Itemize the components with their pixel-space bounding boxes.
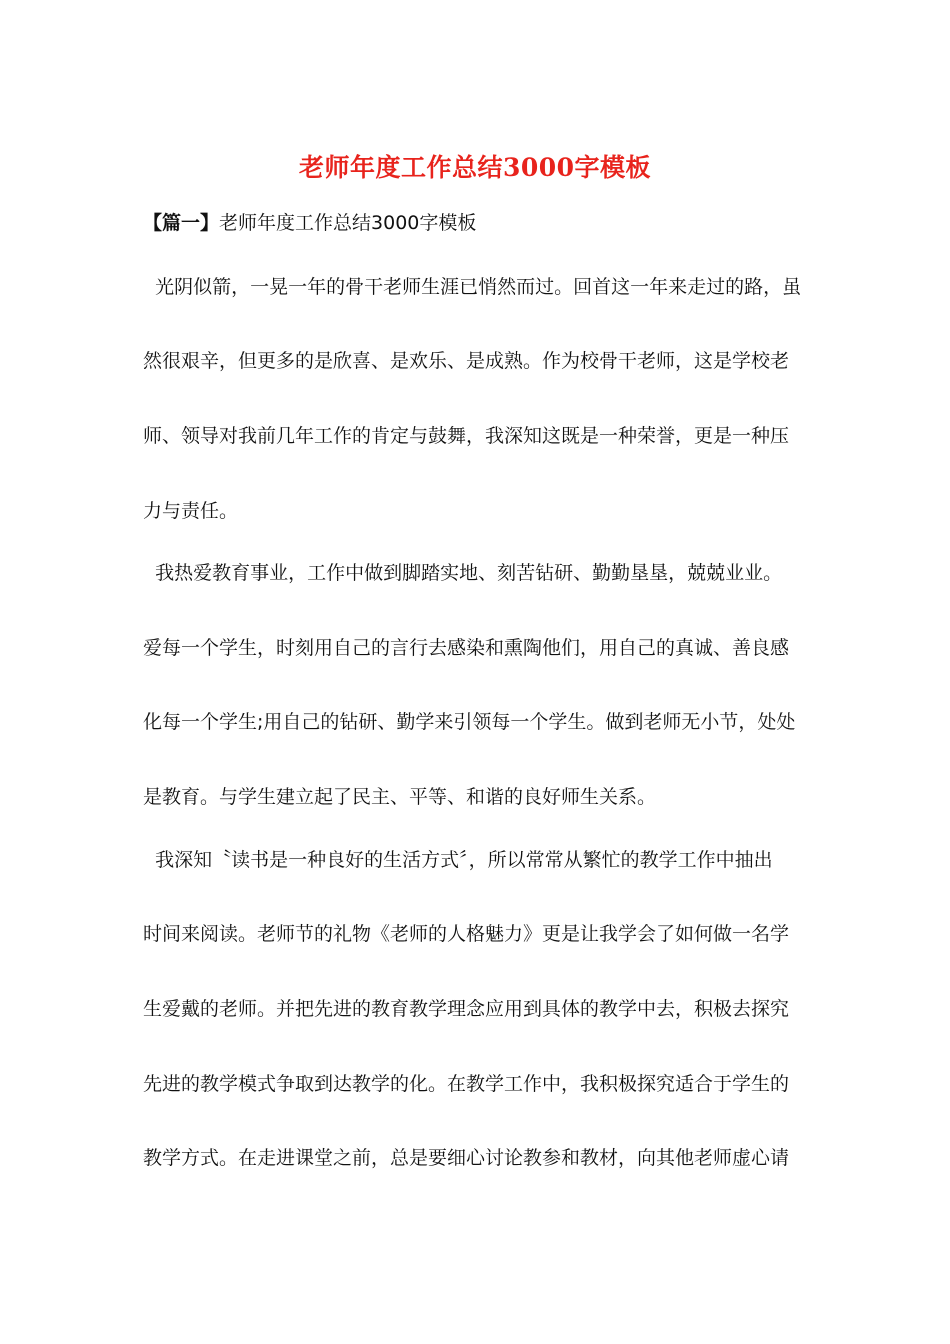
body-line: 先进的教学模式争取到达教学的化。在教学工作中，我积极探究适合于学生的 [143, 1073, 790, 1095]
body-line: 时间来阅读。老师节的礼物《老师的人格魅力》更是让我学会了如何做一名学 [143, 923, 790, 945]
document-title: 老师年度工作总结3000字模板 [298, 153, 652, 182]
body-line: 师、领导对我前几年工作的肯定与鼓舞，我深知这既是一种荣誉，更是一种压 [143, 425, 790, 447]
section-tag: 【篇一】 [143, 212, 220, 234]
body-line: 我热爱教育事业，工作中做到脚踏实地、刻苦钻研、勤勤垦垦，兢兢业业。 [143, 562, 783, 584]
body-line: 教学方式。在走进课堂之前，总是要细心讨论教参和教材，向其他老师虚心请 [143, 1147, 790, 1169]
body-line: 然很艰辛，但更多的是欣喜、是欢乐、是成熟。作为校骨干老师，这是学校老 [143, 350, 790, 372]
body-line: 我深知〝读书是一种良好的生活方式〞，所以常常从繁忙的教学工作中抽出 [143, 849, 773, 871]
body-line: 生爱戴的老师。并把先进的教育教学理念应用到具体的教学中去，积极去探究 [143, 998, 790, 1020]
section-heading-text: 老师年度工作总结3000字模板 [219, 212, 477, 234]
body-line: 爱每一个学生，时刻用自己的言行去感染和熏陶他们，用自己的真诚、善良感 [143, 637, 790, 659]
section-heading [143, 208, 476, 238]
body-line: 光阴似箭，一晃一年的骨干老师生涯已悄然而过。回首这一年来走过的路，虽 [143, 276, 802, 298]
body-line: 是教育。与学生建立起了民主、平等、和谐的良好师生关系。 [143, 786, 657, 808]
body-line: 力与责任。 [143, 500, 239, 522]
body-line: 化每一个学生;用自己的钻研、勤学来引领每一个学生。做到老师无小节，处处 [143, 711, 796, 733]
